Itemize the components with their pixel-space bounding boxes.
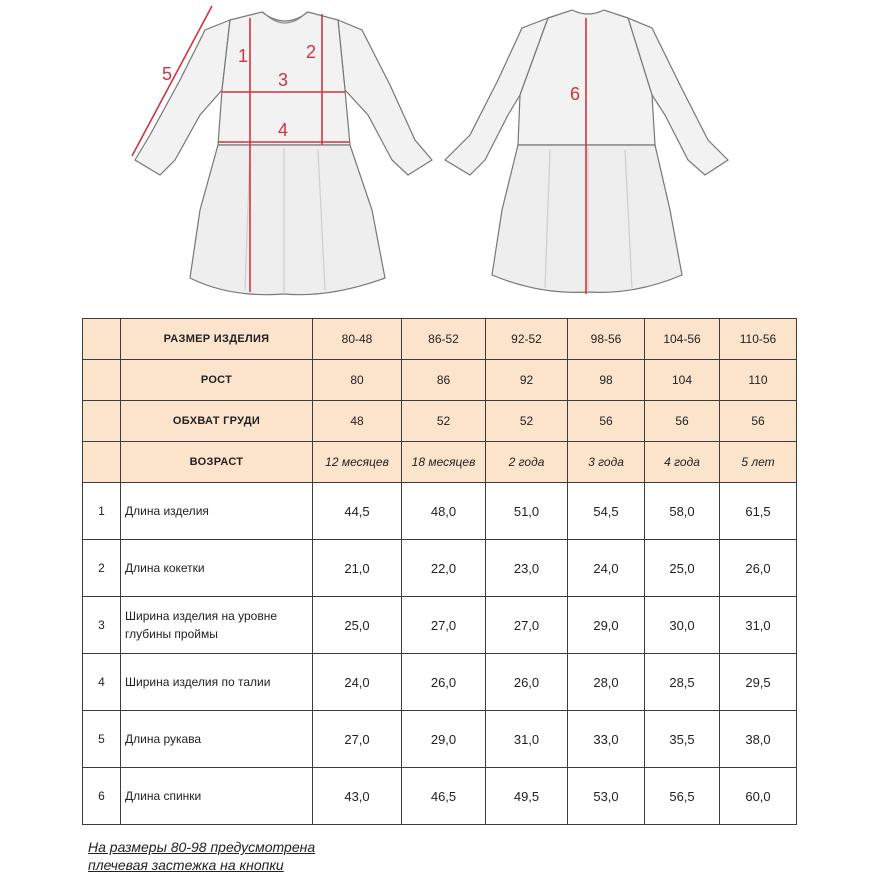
header-value: 98 <box>568 360 645 401</box>
row-value: 21,0 <box>313 540 402 597</box>
row-number: 2 <box>83 540 121 597</box>
header-value: 92-52 <box>486 319 568 360</box>
header-row <box>83 360 797 401</box>
row-description: Ширина изделия по талии <box>121 654 313 711</box>
table-row <box>83 654 797 711</box>
row-value: 48,0 <box>402 483 486 540</box>
header-value: 52 <box>486 401 568 442</box>
measure-number-4: 4 <box>278 120 289 140</box>
header-label: РАЗМЕР ИЗДЕЛИЯ <box>121 319 313 360</box>
row-value: 43,0 <box>313 768 402 825</box>
header-empty-cell <box>83 401 121 442</box>
row-value: 33,0 <box>568 711 645 768</box>
dress-measurement-diagram <box>0 0 878 310</box>
measure-number-3: 3 <box>278 70 289 90</box>
header-empty-cell <box>83 442 121 483</box>
row-value: 54,5 <box>568 483 645 540</box>
header-value: 12 месяцев <box>313 442 402 483</box>
front-dress-drawing <box>135 12 432 295</box>
header-row <box>83 319 797 360</box>
row-value: 51,0 <box>486 483 568 540</box>
header-value: 18 месяцев <box>402 442 486 483</box>
row-value: 29,5 <box>720 654 797 711</box>
footnote-line-1: На размеры 80-98 предусмотрена <box>88 839 316 855</box>
row-value: 31,0 <box>486 711 568 768</box>
row-value: 25,0 <box>645 540 720 597</box>
row-value: 26,0 <box>486 654 568 711</box>
footnote-line-2: плечевая застежка на кнопки <box>88 857 284 873</box>
header-value: 92 <box>486 360 568 401</box>
row-value: 61,5 <box>720 483 797 540</box>
header-value: 5 лет <box>720 442 797 483</box>
header-value: 2 года <box>486 442 568 483</box>
header-value: 52 <box>402 401 486 442</box>
row-value: 28,5 <box>645 654 720 711</box>
row-number: 6 <box>83 768 121 825</box>
row-value: 22,0 <box>402 540 486 597</box>
row-value: 58,0 <box>645 483 720 540</box>
header-value: 56 <box>720 401 797 442</box>
measure-number-5: 5 <box>162 64 173 84</box>
row-value: 31,0 <box>720 597 797 654</box>
header-label: ОБХВАТ ГРУДИ <box>121 401 313 442</box>
header-value: 98-56 <box>568 319 645 360</box>
row-value: 24,0 <box>313 654 402 711</box>
row-value: 24,0 <box>568 540 645 597</box>
header-value: 104 <box>645 360 720 401</box>
header-value: 4 года <box>645 442 720 483</box>
table-row <box>83 711 797 768</box>
header-value: 56 <box>568 401 645 442</box>
row-number: 5 <box>83 711 121 768</box>
row-value: 53,0 <box>568 768 645 825</box>
row-description: Длина рукава <box>121 711 313 768</box>
row-description: Длина спинки <box>121 768 313 825</box>
header-row <box>83 401 797 442</box>
header-label: РОСТ <box>121 360 313 401</box>
table-row <box>83 483 797 540</box>
row-number: 4 <box>83 654 121 711</box>
header-value: 3 года <box>568 442 645 483</box>
row-description: Длина изделия <box>121 483 313 540</box>
row-value: 60,0 <box>720 768 797 825</box>
row-value: 44,5 <box>313 483 402 540</box>
row-value: 25,0 <box>313 597 402 654</box>
row-value: 56,5 <box>645 768 720 825</box>
size-table <box>82 318 797 825</box>
row-value: 29,0 <box>402 711 486 768</box>
header-value: 86-52 <box>402 319 486 360</box>
measure-number-2: 2 <box>306 42 317 62</box>
header-value: 110 <box>720 360 797 401</box>
header-empty-cell <box>83 360 121 401</box>
row-value: 26,0 <box>402 654 486 711</box>
row-value: 27,0 <box>486 597 568 654</box>
row-number: 1 <box>83 483 121 540</box>
header-empty-cell <box>83 319 121 360</box>
header-value: 48 <box>313 401 402 442</box>
row-value: 29,0 <box>568 597 645 654</box>
row-value: 35,5 <box>645 711 720 768</box>
row-description: Ширина изделия на уровне глубины проймы <box>121 597 313 654</box>
row-value: 38,0 <box>720 711 797 768</box>
row-value: 28,0 <box>568 654 645 711</box>
header-value: 80 <box>313 360 402 401</box>
row-number: 3 <box>83 597 121 654</box>
row-value: 27,0 <box>313 711 402 768</box>
header-value: 80-48 <box>313 319 402 360</box>
row-value: 23,0 <box>486 540 568 597</box>
table-row <box>83 597 797 654</box>
row-description: Длина кокетки <box>121 540 313 597</box>
measure-number-6: 6 <box>570 84 581 104</box>
header-value: 56 <box>645 401 720 442</box>
measure-number-1: 1 <box>238 46 249 66</box>
header-value: 104-56 <box>645 319 720 360</box>
footnote <box>88 838 315 874</box>
header-row <box>83 442 797 483</box>
row-value: 26,0 <box>720 540 797 597</box>
header-label: ВОЗРАСТ <box>121 442 313 483</box>
header-value: 86 <box>402 360 486 401</box>
row-value: 27,0 <box>402 597 486 654</box>
table-row <box>83 540 797 597</box>
row-value: 49,5 <box>486 768 568 825</box>
table-row <box>83 768 797 825</box>
row-value: 46,5 <box>402 768 486 825</box>
header-value: 110-56 <box>720 319 797 360</box>
row-value: 30,0 <box>645 597 720 654</box>
